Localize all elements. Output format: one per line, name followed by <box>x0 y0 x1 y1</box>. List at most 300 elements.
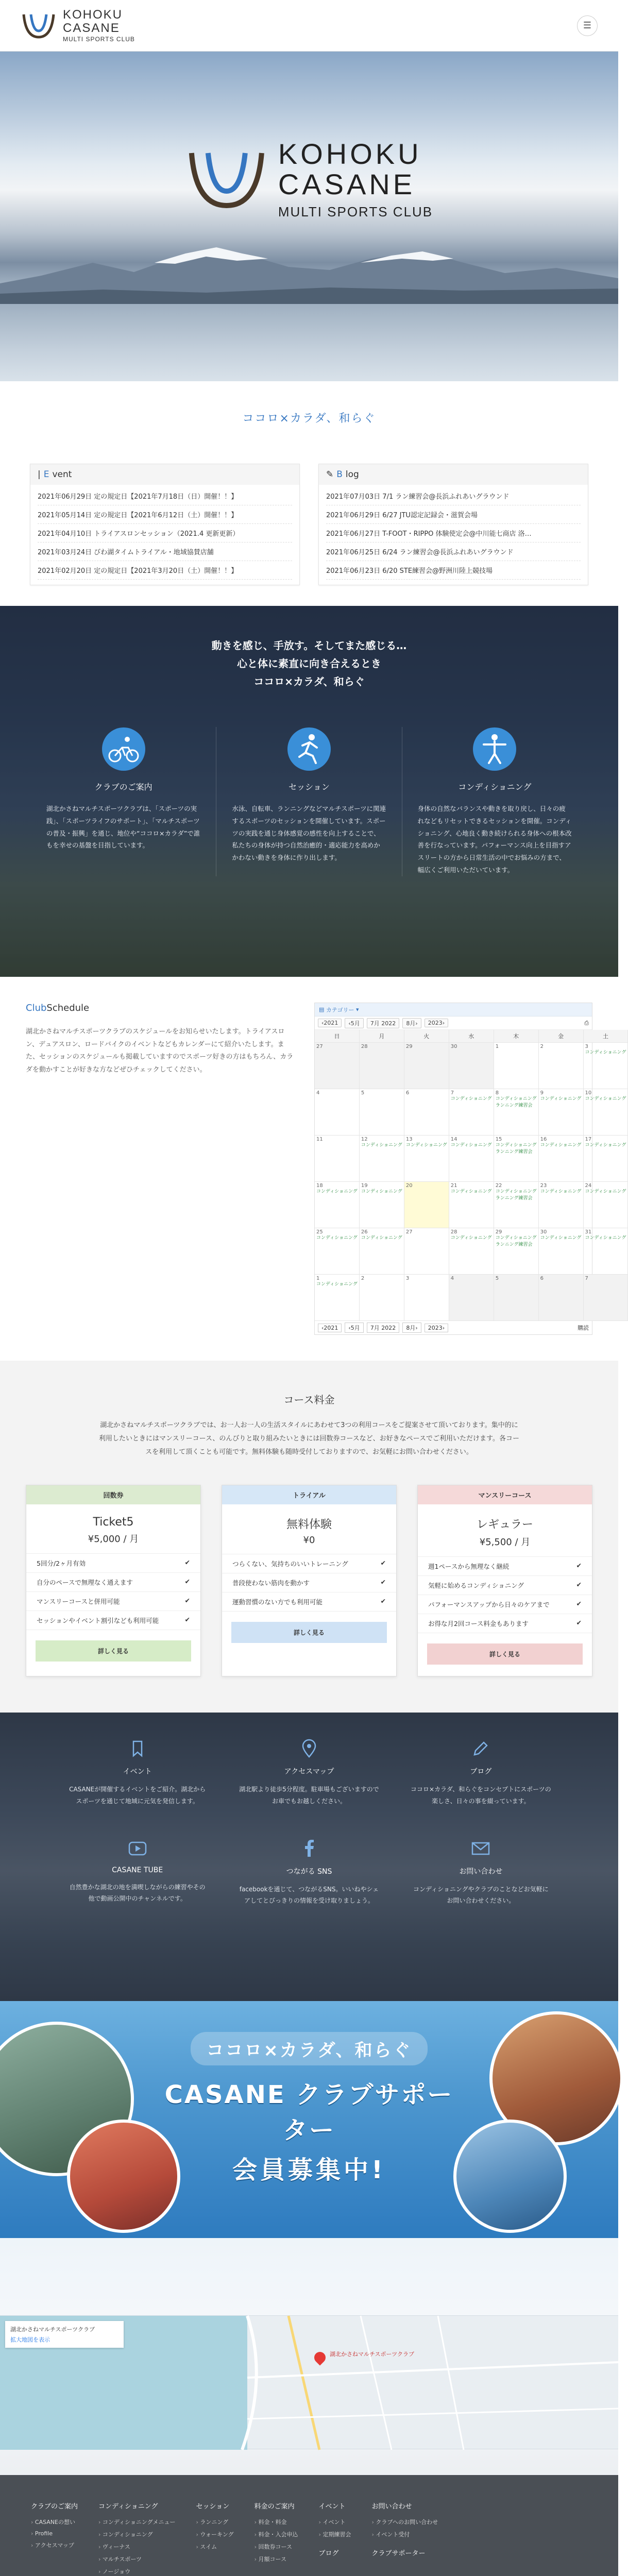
tagline-text: ココロ×カラダ、和らぐ <box>242 412 376 425</box>
event-item[interactable]: 2021年03月24日 びわ湖タイムトライアル・地域協賛店舗 <box>38 543 292 561</box>
plan-feature-text: お得な月2回コース料金もあります <box>428 1620 529 1628</box>
footer-column-title[interactable]: セッション <box>196 2503 230 2511</box>
footer-column <box>196 2501 234 2576</box>
plan-feature <box>418 1575 592 1595</box>
calendar-day-cell[interactable] <box>404 1043 449 1089</box>
logo-text-casane: CASANE <box>63 21 120 35</box>
footer-column <box>254 2501 298 2576</box>
calendar-day-number: 12 <box>361 1137 368 1142</box>
pencil-icon <box>470 1738 491 1759</box>
plan-details-button[interactable]: 詳しく見る <box>231 1622 387 1643</box>
check-icon: ✔ <box>576 1600 582 1607</box>
hero-logo <box>185 139 433 220</box>
calendar-day-cell[interactable] <box>494 1182 539 1228</box>
concept-conditioning-text: 身体の自然なバランスや動きを取り戻し、日々の疲れなどもリセットできるセッションを開催。コンディショニング、心地良く動き続けられる身体への根本改善を行なっています。パフォーマンス向上を目指すアスリートの方から日常生活の中でお悩みの方まで、幅広くご利用いただいています。 <box>417 805 572 874</box>
concept-lead-line: ココロ×カラダ、和らぐ <box>253 675 365 688</box>
link-card-title: CASANE TUBE <box>112 1866 163 1874</box>
calendar-day-cell[interactable] <box>584 1182 628 1228</box>
plan-feature <box>26 1591 200 1611</box>
calendar-prev-month[interactable]: ‹5月 <box>345 1018 363 1028</box>
cyclist-icon <box>101 727 146 771</box>
supporter-photo-training <box>453 2120 567 2233</box>
hero-section <box>0 52 618 381</box>
calendar-day-cell[interactable] <box>315 1089 360 1136</box>
event-heading-mark: | <box>38 469 41 480</box>
calendar-day-cell[interactable] <box>449 1136 494 1182</box>
calendar-day-number: 7 <box>585 1276 588 1281</box>
calendar-grid <box>315 1030 626 1321</box>
footer-link[interactable]: › イベント受付 <box>371 2530 438 2538</box>
calendar-day-number: 26 <box>361 1229 368 1235</box>
calendar-day-number: 18 <box>316 1183 323 1189</box>
plan-feature-text: 週1ペースから無理なく継続 <box>428 1563 510 1570</box>
check-icon: ✔ <box>576 1619 582 1626</box>
concept-session-title: セッション <box>288 782 330 792</box>
concept-club[interactable] <box>31 727 216 876</box>
site-logo[interactable] <box>21 8 135 43</box>
footer-link[interactable]: › イベント <box>319 2518 351 2526</box>
casane-logo-icon <box>21 10 57 41</box>
calendar-day-cell[interactable] <box>494 1228 539 1275</box>
footer-link[interactable]: › Profile <box>31 2530 78 2537</box>
footer-link[interactable]: › CASANEの想い <box>31 2518 78 2526</box>
calendar-day-cell[interactable] <box>360 1275 404 1321</box>
logo-text-kohoku: KOHOKU <box>63 7 123 22</box>
calendar-event[interactable]: コンディショニング <box>495 1143 537 1148</box>
calendar-weekday-header: 木 <box>494 1030 539 1043</box>
plan-feature-text: 自分のペースで無理なく通えます <box>37 1579 133 1586</box>
calendar-day-cell[interactable] <box>315 1275 360 1321</box>
calendar-day-cell[interactable] <box>449 1275 494 1321</box>
calendar-day-cell[interactable] <box>539 1043 584 1089</box>
plan-features <box>418 1556 592 1633</box>
link-card-title: つながる SNS <box>286 1867 332 1876</box>
mail-icon <box>470 1838 491 1859</box>
footer-link[interactable]: › コンディショニング <box>98 2530 175 2538</box>
footer-link[interactable]: › 回数券コース <box>254 2543 298 2551</box>
calendar-day-cell[interactable] <box>360 1228 404 1275</box>
calendar-event[interactable]: コンディショニング <box>361 1189 402 1194</box>
calendar-day-number: 7 <box>450 1090 454 1096</box>
concept-lead <box>0 606 618 691</box>
links-section <box>0 1713 618 2001</box>
plan-list <box>21 1485 598 1676</box>
calendar-nav <box>315 1016 592 1030</box>
blog-panel <box>318 464 588 585</box>
link-card-title: お問い合わせ <box>459 1867 503 1876</box>
calendar-day-number: 3 <box>585 1044 588 1049</box>
concept-conditioning[interactable] <box>402 727 587 876</box>
concept-session-text: 水泳、自転車、ランニングなどマルチスポーツに関連するスポーツのセッションを開催しています。スポーツの実践を通じ身体感覚の感性を向上することで、私たちの身体が持つ自然治癒的・適応能力を高めかかわない動きを身体に作り出します。 <box>232 805 386 861</box>
calendar-day-number: 29 <box>405 1044 413 1049</box>
calendar-day-number: 28 <box>361 1044 368 1049</box>
hero-subtitle: MULTI SPORTS CLUB <box>278 204 433 219</box>
footer-blog-link[interactable]: ブログ <box>318 2550 339 2557</box>
footer-link[interactable]: › コンディショニングメニュー <box>98 2518 175 2526</box>
calendar-day-cell[interactable] <box>449 1228 494 1275</box>
supporter-cta: 会員募集中! <box>232 2156 386 2184</box>
calendar-event[interactable]: コンディショニング <box>540 1235 582 1241</box>
course-section <box>0 1361 618 1713</box>
schedule-title-first: Club <box>26 1003 47 1013</box>
plan-features <box>26 1553 200 1630</box>
calendar-subscribe[interactable]: 購読 <box>578 1325 589 1331</box>
calendar-event[interactable]: ランニング練習会 <box>495 1149 533 1155</box>
calendar-day-number: 2 <box>361 1276 365 1281</box>
calendar-weekday-header: 火 <box>404 1030 449 1043</box>
lake-water <box>0 304 618 381</box>
calendar-day-number: 4 <box>450 1276 454 1281</box>
footer-link[interactable]: › アクセスマップ <box>31 2541 78 2549</box>
blog-heading <box>319 464 588 485</box>
hero-title-kohoku: KOHOKU <box>278 138 422 170</box>
footer-column-title[interactable]: お問い合わせ <box>371 2503 412 2511</box>
footer-link[interactable]: › 料金・入会申込 <box>254 2530 298 2538</box>
plan-feature <box>418 1614 592 1633</box>
footer-supporter-link[interactable]: クラブサポーター <box>371 2550 426 2557</box>
calendar-day-cell[interactable] <box>449 1089 494 1136</box>
calendar-day-cell[interactable] <box>404 1136 449 1182</box>
calendar-day-cell[interactable] <box>449 1182 494 1228</box>
plan-feature <box>418 1556 592 1575</box>
blog-item[interactable]: 2021年06月23日 6/20 STE練習会@野洲川陸上競技場 <box>326 561 581 580</box>
calendar-day-number: 23 <box>540 1183 547 1189</box>
course-title: コース料金 <box>283 1394 335 1406</box>
plan-feature <box>26 1572 200 1591</box>
calendar-foot-current[interactable]: 7月 2022 <box>367 1323 400 1333</box>
event-item[interactable]: 2021年04月10日 トライアスロンセッション（2021.4 更新更新） <box>38 524 292 543</box>
menu-icon: ☰ <box>583 20 592 31</box>
footer-link[interactable]: › クラブへのお問い合わせ <box>371 2518 438 2526</box>
calendar-day-number: 22 <box>495 1183 502 1189</box>
calendar-day-number: 24 <box>585 1183 592 1189</box>
plan-feature <box>26 1553 200 1572</box>
pencil-icon: ✎ <box>326 469 334 480</box>
calendar-prev-year[interactable]: ‹2021 <box>318 1019 342 1027</box>
blog-item[interactable]: 2021年06月27日 T-FOOT・RIPPO 体験使定会@中川能七商店 洛… <box>326 524 581 543</box>
calendar-event[interactable]: ランニング練習会 <box>495 1242 533 1247</box>
calendar-day-number: 29 <box>495 1229 502 1235</box>
calendar-day-number: 20 <box>405 1183 413 1189</box>
calendar-day-number: 25 <box>316 1229 323 1235</box>
calendar-day-number: 1 <box>495 1044 499 1049</box>
google-calendar <box>314 1003 626 1335</box>
calendar-day-cell[interactable] <box>584 1275 628 1321</box>
check-icon: ✔ <box>576 1562 582 1569</box>
plan-card <box>222 1485 397 1676</box>
casane-hero-logo-icon <box>185 146 268 213</box>
calendar-foot-prev-month[interactable]: ‹5月 <box>345 1323 363 1333</box>
calendar-day-cell[interactable] <box>360 1182 404 1228</box>
calendar-event[interactable]: コンディショニング <box>540 1143 582 1148</box>
calendar-event[interactable]: コンディショニング <box>585 1096 626 1101</box>
event-panel <box>30 464 300 585</box>
printer-icon[interactable]: ⎙ <box>584 1019 589 1026</box>
calendar-day-cell[interactable] <box>360 1043 404 1089</box>
footer-column-title[interactable]: コンディショニング <box>98 2503 158 2511</box>
event-item[interactable]: 2021年02月20日 定の規定日【2021年3月20日（土）開催！！】 <box>38 561 292 580</box>
hamburger-menu-button[interactable] <box>577 15 598 36</box>
calendar-day-cell[interactable] <box>315 1228 360 1275</box>
calendar-day-number: 2 <box>540 1044 544 1049</box>
tagline <box>0 381 618 453</box>
blog-heading-rest: log <box>345 469 359 480</box>
link-card[interactable] <box>395 1738 567 1807</box>
link-card-title: イベント <box>123 1768 152 1776</box>
blog-item[interactable]: 2021年07月03日 7/1 ラン練習会@長浜ふれあいグラウンド <box>326 487 581 505</box>
calendar-day-cell[interactable] <box>360 1089 404 1136</box>
check-icon: ✔ <box>184 1616 190 1623</box>
link-card-text: CASANEが開催するイベントをご紹介。湖北からスポーツを通じて地域に元気を発信します。 <box>69 1786 206 1805</box>
calendar-day-number: 5 <box>361 1090 365 1096</box>
map-pin-label: 湖北かさねマルチスポーツクラブ <box>330 2351 415 2358</box>
footer-link[interactable]: › 月額コース <box>254 2555 298 2563</box>
calendar-day-cell[interactable] <box>404 1275 449 1321</box>
calendar-footer <box>315 1321 592 1334</box>
blog-list <box>319 485 588 585</box>
calendar-day-number: 9 <box>540 1090 544 1096</box>
footer-column <box>371 2501 438 2576</box>
check-icon: ✔ <box>380 1578 386 1586</box>
supporter-tagline: ココロ×カラダ、和らぐ <box>191 2032 427 2065</box>
plan-feature-text: 気軽に始めるコンディショニング <box>428 1582 524 1589</box>
calendar-event[interactable]: コンディショニング <box>316 1189 358 1194</box>
footer-link[interactable]: › ウォーキング <box>196 2530 234 2538</box>
person-stretch-icon <box>472 727 517 771</box>
calendar-day-number: 19 <box>361 1183 368 1189</box>
plan-feature-text: 5回分/2ヶ月有効 <box>37 1560 86 1567</box>
plan-category: 回数券 <box>26 1485 200 1504</box>
calendar-day-number: 6 <box>405 1090 410 1096</box>
plan-feature <box>26 1611 200 1630</box>
footer-column-title[interactable]: クラブのご案内 <box>31 2503 78 2511</box>
concept-conditioning-title: コンディショニング <box>458 782 532 792</box>
calendar-event[interactable]: コンディショニング <box>495 1189 537 1194</box>
concept-lead-line: 心と体に素直に向き合えるとき <box>237 657 381 670</box>
calendar-event[interactable]: コンディショニング <box>540 1189 582 1194</box>
calendar-weekday-header: 日 <box>315 1030 360 1043</box>
check-icon: ✔ <box>184 1578 190 1585</box>
schedule-text: 湖北かさねマルチスポーツクラブのスケジュールをお知らせいたします。トライアスロン、デュアスロン、ロードバイクのイベントなどもカレンダーにて紹介いたします。また、セッションのスケジュールも掲載していますのでスポーツ好きの方はもちろん、カラダを動かすことが好きな方などぜひチェックしてください。 <box>26 1028 294 1074</box>
calendar-day-number: 5 <box>495 1276 499 1281</box>
supporter-banner[interactable] <box>0 2001 618 2238</box>
bookmark-icon <box>127 1738 148 1759</box>
mountain-illustration <box>0 227 618 309</box>
calendar-event[interactable]: コンディショニング <box>585 1143 626 1148</box>
facebook-icon <box>299 1838 319 1859</box>
map-place-name: 湖北かさねマルチスポーツクラブ <box>10 2326 95 2333</box>
plan-price: ¥0 <box>303 1535 315 1546</box>
footer-link[interactable]: › スイム <box>196 2543 234 2551</box>
check-icon: ✔ <box>380 1597 386 1605</box>
calendar-day-number: 28 <box>450 1229 457 1235</box>
calendar-day-cell[interactable] <box>584 1228 628 1275</box>
plan-features <box>222 1554 396 1612</box>
calendar-event[interactable]: コンディショニング <box>450 1235 492 1241</box>
calendar-event[interactable]: コンディショニング <box>495 1096 537 1101</box>
calendar-day-number: 3 <box>405 1276 410 1281</box>
calendar-day-cell[interactable] <box>539 1182 584 1228</box>
map-section <box>0 2238 618 2475</box>
calendar-day-number: 27 <box>316 1044 323 1049</box>
calendar-day-cell[interactable] <box>494 1136 539 1182</box>
plan-price: ¥5,000 / 月 <box>88 1534 139 1545</box>
calendar-event[interactable]: コンディショニング <box>450 1189 492 1194</box>
calendar-event[interactable]: コンディショニング <box>540 1096 582 1101</box>
calendar-day-number: 15 <box>495 1137 502 1142</box>
plan-name: 無料体験 <box>286 1518 332 1531</box>
calendar-next-month[interactable]: 8月› <box>402 1018 421 1028</box>
footer-link[interactable]: › 定期練習会 <box>319 2530 351 2538</box>
calendar-event[interactable]: ランニング練習会 <box>495 1103 533 1108</box>
calendar-day-cell[interactable] <box>494 1089 539 1136</box>
calendar-day-number: 4 <box>316 1090 320 1096</box>
link-card-text: 湖北駅より徒歩5分程度。駐車場もございますのでお車でもお越しください。 <box>239 1786 379 1805</box>
calendar-current-month[interactable]: 7月 2022 <box>367 1018 400 1028</box>
calendar-day-number: 8 <box>495 1090 499 1096</box>
link-card-text: 自然豊かな湖北の地を満喫しながらの練習やその他で動画公開中のチャンネルです。 <box>69 1883 206 1903</box>
plan-feature-text: パフォーマンスアップから日々のケアまで <box>428 1601 550 1608</box>
calendar-day-cell[interactable] <box>539 1089 584 1136</box>
link-card[interactable] <box>52 1838 223 1907</box>
calendar-day-cell[interactable] <box>539 1228 584 1275</box>
schedule-title <box>26 1003 294 1013</box>
event-item[interactable]: 2021年05月14日 定の規定日【2021年6月12日（土）開催！！】 <box>38 505 292 524</box>
play-icon <box>127 1838 148 1859</box>
map-enlarge-link[interactable]: 拡大地図を表示 <box>10 2336 50 2343</box>
footer-column <box>319 2501 351 2576</box>
footer-link[interactable]: › ノージョウ <box>98 2567 175 2575</box>
link-card[interactable] <box>52 1738 223 1807</box>
calendar-day-number: 30 <box>540 1229 547 1235</box>
news-section <box>0 453 618 606</box>
footer-link[interactable]: › ランニング <box>196 2518 234 2526</box>
calendar-day-cell[interactable] <box>539 1136 584 1182</box>
folder-icon: ▤ <box>319 1006 326 1013</box>
runner-icon <box>287 727 331 771</box>
calendar-day-number: 31 <box>585 1229 592 1235</box>
footer-link[interactable]: › マルチスポーツ <box>98 2555 175 2563</box>
calendar-event[interactable]: コンディショニング <box>405 1143 447 1148</box>
calendar-foot-next-month[interactable]: 8月› <box>402 1323 421 1333</box>
link-card[interactable] <box>223 1738 395 1807</box>
calendar-day-cell[interactable] <box>404 1228 449 1275</box>
plan-feature <box>222 1592 396 1612</box>
calendar-day-cell[interactable] <box>315 1182 360 1228</box>
calendar-event[interactable]: コンディショニング <box>361 1143 402 1148</box>
plan-name: Ticket5 <box>93 1516 134 1529</box>
course-description: 湖北かさねマルチスポーツクラブでは、お一人お一人の生活スタイルにあわせて3つの利用コースをご提案させて頂いております。集中的に利用したいときにはマンスリーコース、のんびりと取り組みたいときには回数券コースなど、お好きなペースでご利用いただけます。各コースを利用して頂くことも可能です。無料体験も随時受付しておりますので、お気軽にお問い合わせください。 <box>98 1421 519 1456</box>
calendar-weekday-header: 金 <box>539 1030 584 1043</box>
calendar-event[interactable]: コンディショニング <box>316 1235 358 1241</box>
calendar-day-number: 30 <box>450 1044 457 1049</box>
plan-details-button[interactable]: 詳しく見る <box>36 1640 191 1662</box>
calendar-foot-next-year[interactable]: 2023› <box>425 1324 448 1332</box>
calendar-day-cell[interactable] <box>494 1275 539 1321</box>
link-card-title: アクセスマップ <box>284 1768 334 1776</box>
check-icon: ✔ <box>184 1558 190 1566</box>
concept-session[interactable] <box>216 727 402 876</box>
calendar-day-number: 17 <box>585 1137 592 1142</box>
plan-details-button[interactable]: 詳しく見る <box>427 1643 583 1665</box>
blog-heading-first: B <box>336 469 343 480</box>
hero-title-casane: CASANE <box>278 167 416 200</box>
calendar-day-cell[interactable] <box>584 1136 628 1182</box>
calendar-event[interactable]: コンディショニング <box>316 1282 358 1287</box>
calendar-day-number: 10 <box>585 1090 592 1096</box>
link-card-title: ブログ <box>470 1768 492 1776</box>
plan-name: レギュラー <box>476 1518 533 1531</box>
footer-column-title[interactable]: 料金のご案内 <box>254 2503 295 2511</box>
footer-column-title[interactable]: イベント <box>318 2503 346 2511</box>
plan-category: マンスリーコース <box>418 1485 592 1504</box>
calendar-event[interactable]: コンディショニング <box>450 1096 492 1101</box>
calendar-day-cell[interactable] <box>315 1136 360 1182</box>
calendar-day-cell[interactable] <box>494 1043 539 1089</box>
plan-feature-text: マンスリーコースと併用可能 <box>37 1598 120 1605</box>
footer-link[interactable]: › 料金・料金 <box>254 2518 298 2526</box>
calendar-weekday-header: 土 <box>584 1030 628 1043</box>
event-item[interactable]: 2021年06月29日 定の規定日【2021年7月18日（日）開催！！】 <box>38 487 292 505</box>
plan-card <box>417 1485 592 1676</box>
calendar-day-cell[interactable] <box>315 1043 360 1089</box>
calendar-event[interactable]: ランニング練習会 <box>495 1195 533 1201</box>
calendar-day-cell[interactable] <box>539 1275 584 1321</box>
calendar-foot-prev-year[interactable]: ‹2021 <box>318 1324 342 1332</box>
calendar-event[interactable]: コンディショニング <box>495 1235 537 1241</box>
calendar-day-cell[interactable] <box>449 1043 494 1089</box>
plan-feature <box>222 1554 396 1573</box>
logo-text-subtitle: MULTI SPORTS CLUB <box>63 36 135 43</box>
check-icon: ✔ <box>576 1581 582 1588</box>
check-icon: ✔ <box>184 1597 190 1604</box>
calendar-event[interactable]: コンディショニング <box>585 1189 626 1194</box>
map-info-card <box>5 2321 124 2348</box>
calendar-event[interactable]: コンディショニング <box>361 1235 402 1241</box>
link-card[interactable] <box>395 1838 567 1907</box>
plan-feature-text: セッションやイベント割引なども利用可能 <box>37 1617 159 1624</box>
blog-item[interactable]: 2021年06月29日 6/27 JTU認定記録会・滋賀会場 <box>326 505 581 524</box>
calendar-day-cell[interactable] <box>404 1089 449 1136</box>
calendar-event[interactable]: コンディショニング <box>450 1143 492 1148</box>
calendar-day-cell[interactable] <box>584 1089 628 1136</box>
plan-feature-text: 普段使わない筋肉を動かす <box>232 1579 310 1587</box>
calendar-category-filter[interactable] <box>315 1003 592 1016</box>
calendar-event[interactable]: コンディショニング <box>585 1050 626 1055</box>
blog-item[interactable]: 2021年06月25日 6/24 ラン練習会@長浜ふれあいグラウンド <box>326 543 581 561</box>
plan-feature <box>222 1573 396 1592</box>
event-list <box>30 485 299 585</box>
calendar-day-cell[interactable] <box>584 1043 628 1089</box>
schedule-title-rest: Schedule <box>46 1003 90 1013</box>
calendar-day-number: 21 <box>450 1183 457 1189</box>
site-header <box>0 0 618 52</box>
calendar-event[interactable]: コンディショニング <box>585 1235 626 1241</box>
google-map[interactable] <box>0 2315 618 2449</box>
plan-price: ¥5,500 / 月 <box>479 1537 531 1548</box>
calendar-day-number: 13 <box>405 1137 413 1142</box>
link-card[interactable] <box>223 1838 395 1907</box>
calendar-day-cell[interactable] <box>360 1136 404 1182</box>
plan-card <box>26 1485 201 1676</box>
calendar-day-cell[interactable] <box>404 1182 449 1228</box>
concept-club-title: クラブのご案内 <box>94 782 152 792</box>
footer-column <box>31 2501 78 2576</box>
chevron-down-icon: ▾ <box>354 1006 359 1013</box>
footer-column <box>98 2501 175 2576</box>
calendar-next-year[interactable]: 2023› <box>425 1019 448 1027</box>
footer-link[interactable]: › ヴィーナス <box>98 2543 175 2551</box>
